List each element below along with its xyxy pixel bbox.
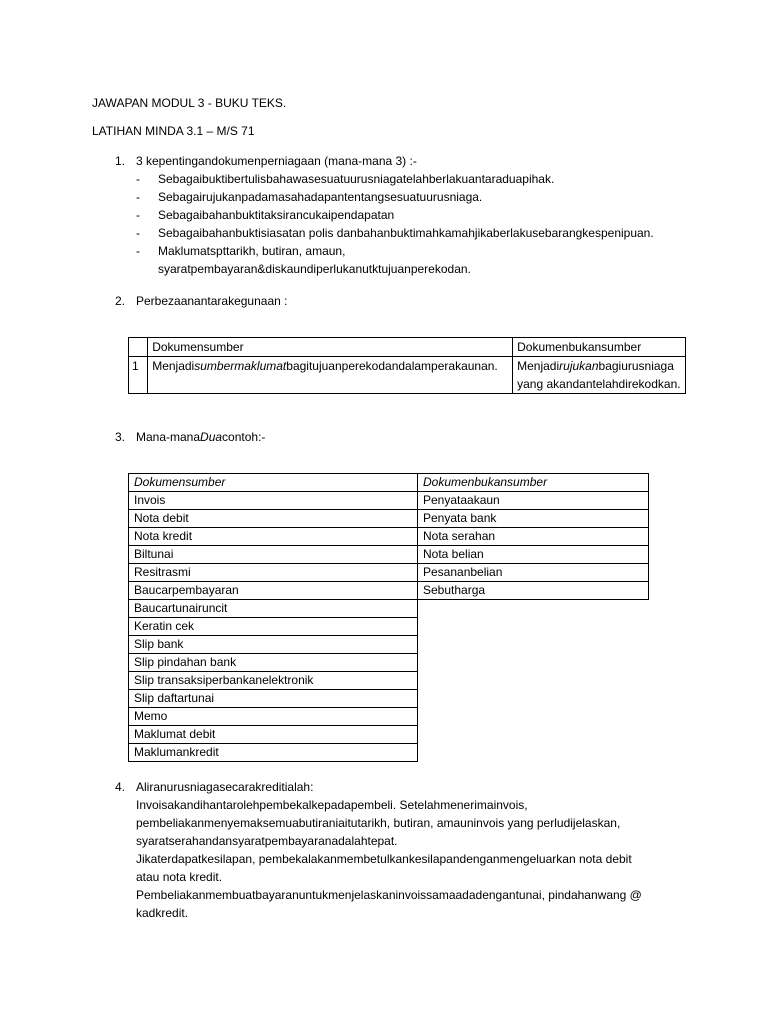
- bullet-dash: -: [136, 244, 140, 258]
- table-cell: Pesananbelian: [418, 564, 649, 582]
- cell-text: Menjadi: [517, 359, 560, 373]
- table-cell: Slip daftartunai: [129, 690, 418, 708]
- table-cell: Maklumankredit: [129, 744, 418, 762]
- table-cell: Sebutharga: [418, 582, 649, 600]
- comparison-table: [128, 337, 686, 394]
- table-cell: [148, 357, 513, 394]
- cell-text-italic: sumbermaklumat: [194, 359, 287, 373]
- table-header-row: [129, 338, 686, 357]
- list-item-text: Sebagaibuktibertulisbahawasesuatuurusniagatelahberlakuantaraduapihak.: [158, 172, 555, 186]
- answer-line: Aliranurusniagasecarakreditialah:: [136, 780, 314, 794]
- answer-line: Jikaterdapatkesilapan, pembekalakanmembetulkankesilapandengan​mengeluarkan nota debit: [136, 852, 632, 866]
- table-row-number: 1: [129, 357, 148, 394]
- table-cell: Baucarpembayaran: [129, 582, 418, 600]
- cell-text: Menjadi: [152, 359, 195, 373]
- list-item-continuation: syaratpembayaran&diskaundiperlukanutktujuanperekodan.: [158, 262, 471, 276]
- table-cell: [513, 357, 686, 394]
- title-text-italic: Dua: [200, 430, 223, 444]
- question-4-number: 4.: [115, 780, 126, 794]
- table-cell: Maklumat debit: [129, 726, 418, 744]
- title-text: Mana-mana: [136, 430, 201, 444]
- bullet-dash: -: [136, 172, 140, 186]
- table-cell: Biltunai: [129, 546, 418, 564]
- list-item-text: Maklumatspttarikh, butiran, amaun,: [158, 244, 346, 258]
- question-1-title: 3 kepentingandokumenperniagaan (mana-mana 3) :-: [136, 154, 417, 168]
- table-header-cell: Dokumensumber: [148, 338, 513, 357]
- table-header-cell: Dokumenbukansumber: [513, 338, 686, 357]
- table-cell: Keratin cek: [129, 618, 418, 636]
- table-header-cell: [129, 338, 148, 357]
- question-1-number: 1.: [115, 154, 126, 168]
- table-cell: Nota debit: [129, 510, 418, 528]
- list-item-text: Sebagairujukanpadamasahadapantentangsesuatuurusniaga.: [158, 190, 483, 204]
- table-cell: Slip bank: [129, 636, 418, 654]
- table-cell: Nota serahan: [418, 528, 649, 546]
- bullet-dash: -: [136, 226, 140, 240]
- document-title: JAWAPAN MODUL 3 - BUKU TEKS.: [92, 96, 287, 110]
- table-cell: Memo: [129, 708, 418, 726]
- question-2-number: 2.: [115, 294, 126, 308]
- cell-text: bagitujuanperekodandalamperakaunan.: [286, 359, 498, 373]
- table-cell: Nota kredit: [129, 528, 418, 546]
- question-2-title: Perbezaanantarakegunaan :: [136, 294, 288, 308]
- answer-line: kadkredit.: [136, 906, 189, 920]
- bullet-dash: -: [136, 190, 140, 204]
- table-cell: Baucartunairuncit: [129, 600, 418, 618]
- table-row: [129, 357, 686, 394]
- list-item-text: Sebagaibahanbuktisiasatan polis danbahanbuktimahkamahjikaberlakusebarangkespenipuan.: [158, 226, 654, 240]
- table-cell: Nota belian: [418, 546, 649, 564]
- table-cell: Invois: [129, 492, 418, 510]
- question-4-answer: [136, 778, 696, 922]
- bullet-dash: -: [136, 208, 140, 222]
- table-cell: Slip transaksiperbankanelektronik: [129, 672, 418, 690]
- answer-line: pembeliakanmenyemaksemuabutiraniaitutarikh, butiran, amauninvois yang perludijelaskan,: [136, 816, 621, 830]
- table-cell: Slip pindahan bank: [129, 654, 418, 672]
- table-cell: Penyataakaun: [418, 492, 649, 510]
- title-text: contoh:-: [222, 430, 266, 444]
- table-cell: Resitrasmi: [129, 564, 418, 582]
- non-source-documents-table: [417, 473, 649, 600]
- question-3-number: 3.: [115, 430, 126, 444]
- list-item-text: Sebagaibahanbuktitaksirancukaipendapatan: [158, 208, 395, 222]
- exercise-heading: LATIHAN MINDA 3.1 – M/S 71: [92, 124, 255, 138]
- table-cell: Penyata bank: [418, 510, 649, 528]
- answer-line: atau nota kredit.: [136, 870, 223, 884]
- cell-text-italic: rujukan: [559, 359, 599, 373]
- answer-line: Invoisakandihantarolehpembekalkepadapembeli. Setelahmenerimainvois,: [136, 798, 528, 812]
- cell-text: bagiurusniaga yang akandantelahdirekodkan.: [517, 359, 681, 391]
- question-3-title: [136, 428, 265, 446]
- answer-line: Pembeliakanmembuatbayaranuntukmenjelaskaninvoissamaadadengantunai, pindahanwang @: [136, 888, 642, 902]
- table-header-cell: Dokumensumber: [129, 474, 418, 492]
- answer-line: syaratserahandansyaratpembayaranadalahtepat.: [136, 834, 398, 848]
- source-documents-table: [128, 473, 418, 762]
- table-header-cell: Dokumenbukansumber: [418, 474, 649, 492]
